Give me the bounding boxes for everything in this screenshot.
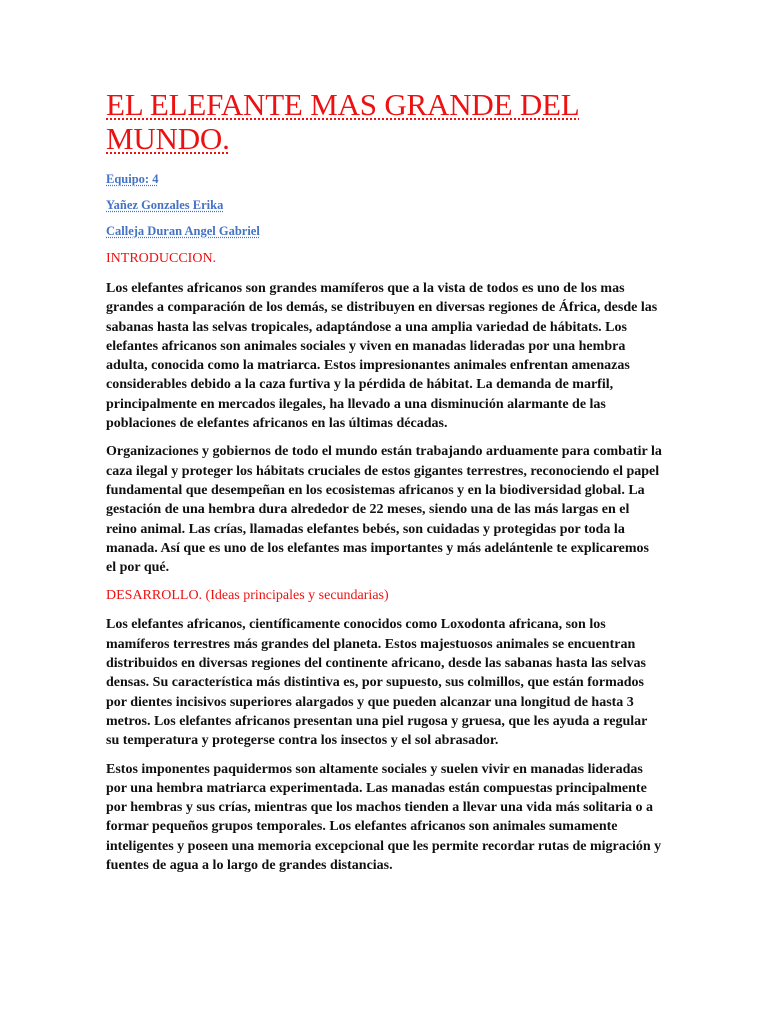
development-heading: DESARROLLO. (Ideas principales y secundarias) [106,588,389,604]
team-label: Equipo: 4 [106,172,159,186]
author-name-1: Yañez Gonzales Erika [106,198,224,212]
document-title [106,88,662,156]
intro-paragraph-2: Organizaciones y gobiernos de todo el mundo están trabajando arduamente para combatir la caza ilegal y proteger los hábitats cruciales de estos gigantes terrestres, reconociendo el papel fundamental que desempeñan en los ecosistemas africanos y en la biodiversidad global. La gestación de una hembra dura alrededor de 22 meses, siendo una de las más largas en el reino animal. Las crías, llamadas elefantes bebés, son cuidadas y protegidas por toda la manada. Así que es uno de los elefantes mas importantes y más adelántenle te explicaremos el por qué. [106,444,662,576]
author-name-2: Calleja Duran Angel Gabriel [106,224,260,238]
intro-paragraph-1: Los elefantes africanos son grandes mamíferos que a la vista de todos es uno de los mas grandes a comparación de los demás, se distribuyen en diversas regiones de África, desde las sabanas hasta las selvas tropicales, adaptándose a una amplia variedad de hábitats. Los elefantes africanos son animales sociales y viven en manadas lideradas por una hembra adulta, conocida como la matriarca. Estos impresionantes animales enfrentan amenazas considerables debido a la caza furtiva y la pérdida de hábitat. La demanda de marfil, principalmente en mercados ilegales, ha llevado a una disminución alarmante de las poblaciones de elefantes africanos en las últimas décadas. [106,281,658,432]
document-page [106,88,662,875]
document-title-text: EL ELEFANTE MAS GRANDE DEL MUNDO. [106,87,580,156]
development-paragraph-1: Los elefantes africanos, científicamente conocidos como Loxodonta africana, son los mamíferos terrestres más grandes del planeta. Estos majestuosos animales se encuentran distribuidos en diversas regiones del continente africano, desde las sabanas hasta las selvas densas. Su característica más distintiva es, por supuesto, sus colmillos, que están formados por dientes incisivos superiores alargados y que pueden alcanzar una longitud de hasta 3 metros. Los elefantes africanos presentan una piel rugosa y gruesa, que les ayuda a regular su temperatura y protegerse contra los insectos y el sol abrasador. [106,617,648,749]
intro-heading: INTRODUCCION. [106,251,217,266]
development-paragraph-2: Estos imponentes paquidermos son altamente sociales y suelen vivir en manadas lideradas por una hembra matriarca experimentada. Las manadas están compuestas principalmente por hembras y sus crías, mientras que los machos tienden a llevar una vida más solitaria o a formar pequeños grupos temporales. Los elefantes africanos son animales sumamente inteligentes y poseen una memoria excepcional que les permite recordar rutas de migración y fuentes de agua a lo largo de grandes distancias. [106,761,662,874]
